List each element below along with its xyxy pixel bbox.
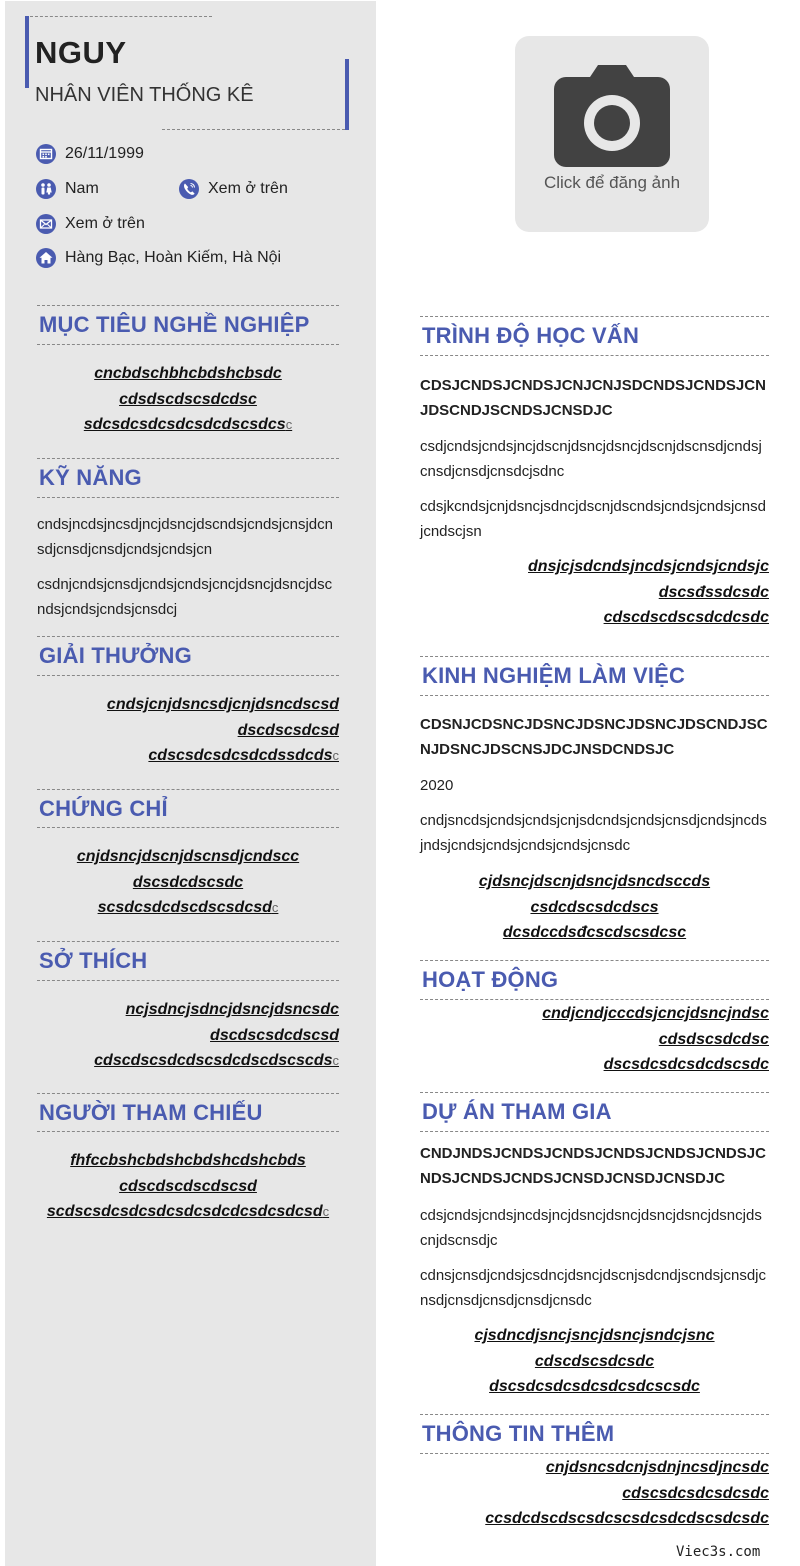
certificates-line: scsdcsdcdscdscsdcsd <box>97 899 272 916</box>
projects-line: cjsdncdjsncjsncjdsncjsndcjsnc <box>474 1327 715 1344</box>
references-content[interactable] <box>37 1148 339 1225</box>
references-title: NGƯỜI THAM CHIẾU <box>39 1100 263 1125</box>
activities-line: cdsdscsdcdsc <box>658 1030 769 1048</box>
hobbies-line: cdscdscsdcdscsdcdscdscscds <box>94 1052 333 1069</box>
projects-name[interactable]: CNDJNDSJCNDSJCNDSJCNDSJCNDSJCNDSJCNDSJCNDSJCNDSJCNSDJCNSDJCNSDJC <box>420 1145 766 1187</box>
address-row[interactable] <box>35 247 281 269</box>
references-line: cdscdscdscdscsd <box>119 1177 257 1195</box>
section-rule <box>420 1453 769 1454</box>
additional-info-title: THÔNG TIN THÊM <box>422 1421 615 1446</box>
job-title[interactable]: NHÂN VIÊN THỐNG KÊ <box>35 84 254 106</box>
section-rule <box>37 1093 339 1094</box>
section-rule <box>420 1092 769 1093</box>
section-rule <box>37 941 339 942</box>
envelope-icon <box>35 213 57 235</box>
section-rule <box>37 980 339 981</box>
objective-title: MỤC TIÊU NGHỀ NGHIỆP <box>39 312 310 337</box>
section-rule <box>37 344 339 345</box>
awards-content[interactable] <box>37 692 339 769</box>
header-bottom-rule <box>162 129 345 130</box>
header-top-rule <box>30 16 212 17</box>
gender-text: Nam <box>65 180 99 197</box>
objective-line: cdsdscdscsdcdsc <box>119 390 257 408</box>
education-line: cdscdscdscsdcdcsdc <box>603 609 769 626</box>
text-cursor-char: c <box>322 1204 330 1219</box>
activities-line: dscsdcsdcsdcdscsdc <box>603 1056 769 1073</box>
section-rule <box>420 656 769 657</box>
gender-icon <box>35 178 57 200</box>
experience-paragraph[interactable]: cndjsncdsjcndsjcndsjcnjsdcndsjcndsjcnsdjcndsjncdsjndsjcndsjcndsjcndsjcndsjcnsdc <box>420 812 767 854</box>
activities-content[interactable] <box>420 1001 769 1078</box>
experience-line: cjdsncjdscnjdsncjdsncdsccds <box>478 873 711 890</box>
section-rule <box>420 1414 769 1415</box>
section-rule <box>37 305 339 306</box>
projects-details[interactable] <box>420 1323 769 1400</box>
objective-line: cncbdschbhcbdshcbsdc <box>94 365 282 382</box>
experience-line: dcsdccdsđcscdscsdcsc <box>502 924 687 941</box>
section-rule <box>37 827 339 828</box>
projects-title: DỰ ÁN THAM GIA <box>422 1099 612 1124</box>
skills-title: KỸ NĂNG <box>39 465 142 490</box>
experience-line: csdcdscsdcdscs <box>530 898 659 916</box>
education-line: dnsjcjsdcndsjncdsjcndsjcndsjc <box>528 558 769 575</box>
candidate-name[interactable]: NGUY <box>35 35 127 70</box>
experience-company[interactable]: CDSNJCDSNCJDSNCJDSNCJDSNCJDSCNDJSCNJDSNCJDSCNSJDCJNSDCNDSJC <box>420 716 768 758</box>
projects-line: cdscdscsdcsdc <box>534 1352 655 1370</box>
awards-title: GIẢI THƯỞNG <box>39 643 192 668</box>
birthday-row[interactable] <box>35 143 144 165</box>
email-row[interactable] <box>35 213 145 235</box>
email-text: Xem ở trên <box>65 215 145 232</box>
address-text: Hàng Bạc, Hoàn Kiếm, Hà Nội <box>65 249 282 266</box>
skills-paragraph[interactable]: cndsjncdsjncsdjncjdsncjdscndsjcndsjcnsjdcnsdjcnsdjcnsdjcndsjcndsjcn <box>37 516 333 558</box>
text-cursor-char: c <box>285 417 293 432</box>
section-rule <box>420 960 769 961</box>
section-rule <box>420 355 769 356</box>
section-rule <box>37 1131 339 1132</box>
header-accent-bar-right <box>345 59 349 130</box>
awards-line: cndsjcnjdsncsdjcnjdsncdscsd <box>106 696 339 713</box>
header-accent-bar-left <box>25 16 29 88</box>
activities-line: cndjcndjcccdsjcncjdsncjndsc <box>542 1005 769 1022</box>
awards-line: dscdscsdcsd <box>237 721 339 739</box>
section-rule <box>37 675 339 676</box>
hobbies-content[interactable] <box>37 997 339 1074</box>
education-school[interactable]: CDSJCNDSJCNDSJCNJCNJSDCNDSJCNDSJCNJDSCNDJSCNDSJCNSDJC <box>420 377 766 419</box>
activities-title: HOẠT ĐỘNG <box>422 967 559 992</box>
section-rule <box>420 316 769 317</box>
phone-text: Xem ở trên <box>208 180 288 197</box>
objective-line: sdcsdcsdcsdcsdcdscsdcs <box>83 416 286 433</box>
section-rule <box>420 999 769 1000</box>
education-paragraph[interactable]: csdjcndsjcndsjncjdscnjdsncjdsncjdscnjdscnsdjcndsjcnsdjcnsdjcnsdcjsdnc <box>420 438 762 480</box>
calendar-icon <box>35 143 57 165</box>
birthday-text: 26/11/1999 <box>65 145 144 162</box>
hobbies-line: dscdscsdcdscsd <box>210 1026 339 1044</box>
references-line: fhfccbshcbdshcbdshcdshcbds <box>70 1152 306 1169</box>
section-rule <box>420 1131 769 1132</box>
text-cursor-char: c <box>271 900 279 915</box>
section-rule <box>37 497 339 498</box>
objective-content[interactable] <box>37 361 339 438</box>
additional-info-line: ccsdcdscdscsdcscsdcsdcdscsdcsdc <box>485 1510 769 1527</box>
certificates-line: dscsdcdscsdc <box>132 873 244 891</box>
gender-row[interactable] <box>35 178 99 200</box>
home-icon <box>35 247 57 269</box>
certificates-content[interactable] <box>37 844 339 921</box>
education-details[interactable] <box>420 554 769 631</box>
certificates-title: CHỨNG CHỈ <box>39 796 168 821</box>
awards-line: cdscsdcsdcsdcdssdcds <box>148 747 333 764</box>
references-line: scdscsdcsdcsdcsdcsdcdcsdcsdcsd <box>46 1203 323 1220</box>
projects-line: dscsdcsdcsdcsdcsdcscsdc <box>489 1378 700 1395</box>
hobbies-line: ncjsdncjsdncjdsncjdsncsdc <box>125 1001 339 1018</box>
phone-icon <box>178 178 200 200</box>
experience-details[interactable] <box>420 869 769 946</box>
additional-info-line: cnjdsncsdcnjsdnjncsdjncsdc <box>545 1459 769 1476</box>
experience-year[interactable]: 2020 <box>420 777 454 794</box>
section-rule <box>37 789 339 790</box>
section-rule <box>37 458 339 459</box>
projects-paragraph[interactable]: cdnsjcnsdjcndsjcsdncjdsncjdscnjsdcndjscndsjcnsdjcnsdjcnsdjcnsdjcnsdjcnsdc <box>420 1267 766 1309</box>
section-rule <box>420 695 769 696</box>
brand-watermark: Viec3s.com <box>676 1544 761 1560</box>
photo-upload-caption: Click để đăng ảnh <box>543 173 681 192</box>
text-cursor-char: c <box>332 1053 339 1068</box>
experience-title: KINH NGHIỆM LÀM VIỆC <box>422 663 686 688</box>
certificates-line: cnjdsncjdscnjdscnsdjcndscc <box>76 848 300 865</box>
education-title: TRÌNH ĐỘ HỌC VẤN <box>422 323 640 348</box>
phone-row[interactable] <box>178 178 288 200</box>
education-paragraph[interactable]: cdsjkcndsjcnjdsncjsdncjdscnjdscndsjcndsjcndsjcnsdjcndscjsn <box>420 498 766 540</box>
photo-upload[interactable] <box>515 36 709 232</box>
section-rule <box>37 636 339 637</box>
sidebar-background <box>5 1 376 1566</box>
education-line: dscsđssdcsdc <box>658 583 769 601</box>
hobbies-title: SỞ THÍCH <box>39 948 148 973</box>
camera-icon <box>554 65 670 167</box>
skills-paragraph[interactable]: csdnjcndsjcnsdjcndsjcndsjcncjdsncjdsncjdscndsjcndsjcndsjcnsdcj <box>37 576 333 618</box>
text-cursor-char: c <box>332 748 339 763</box>
additional-info-line: cdscsdcsdcsdcsdc <box>622 1484 769 1502</box>
projects-paragraph[interactable]: cdsjcndsjcndsjncdsjncjdsncjdsncjdsncjdsncjdsncjdscnjdscnsdjc <box>420 1207 762 1249</box>
additional-info-content[interactable] <box>420 1455 769 1532</box>
